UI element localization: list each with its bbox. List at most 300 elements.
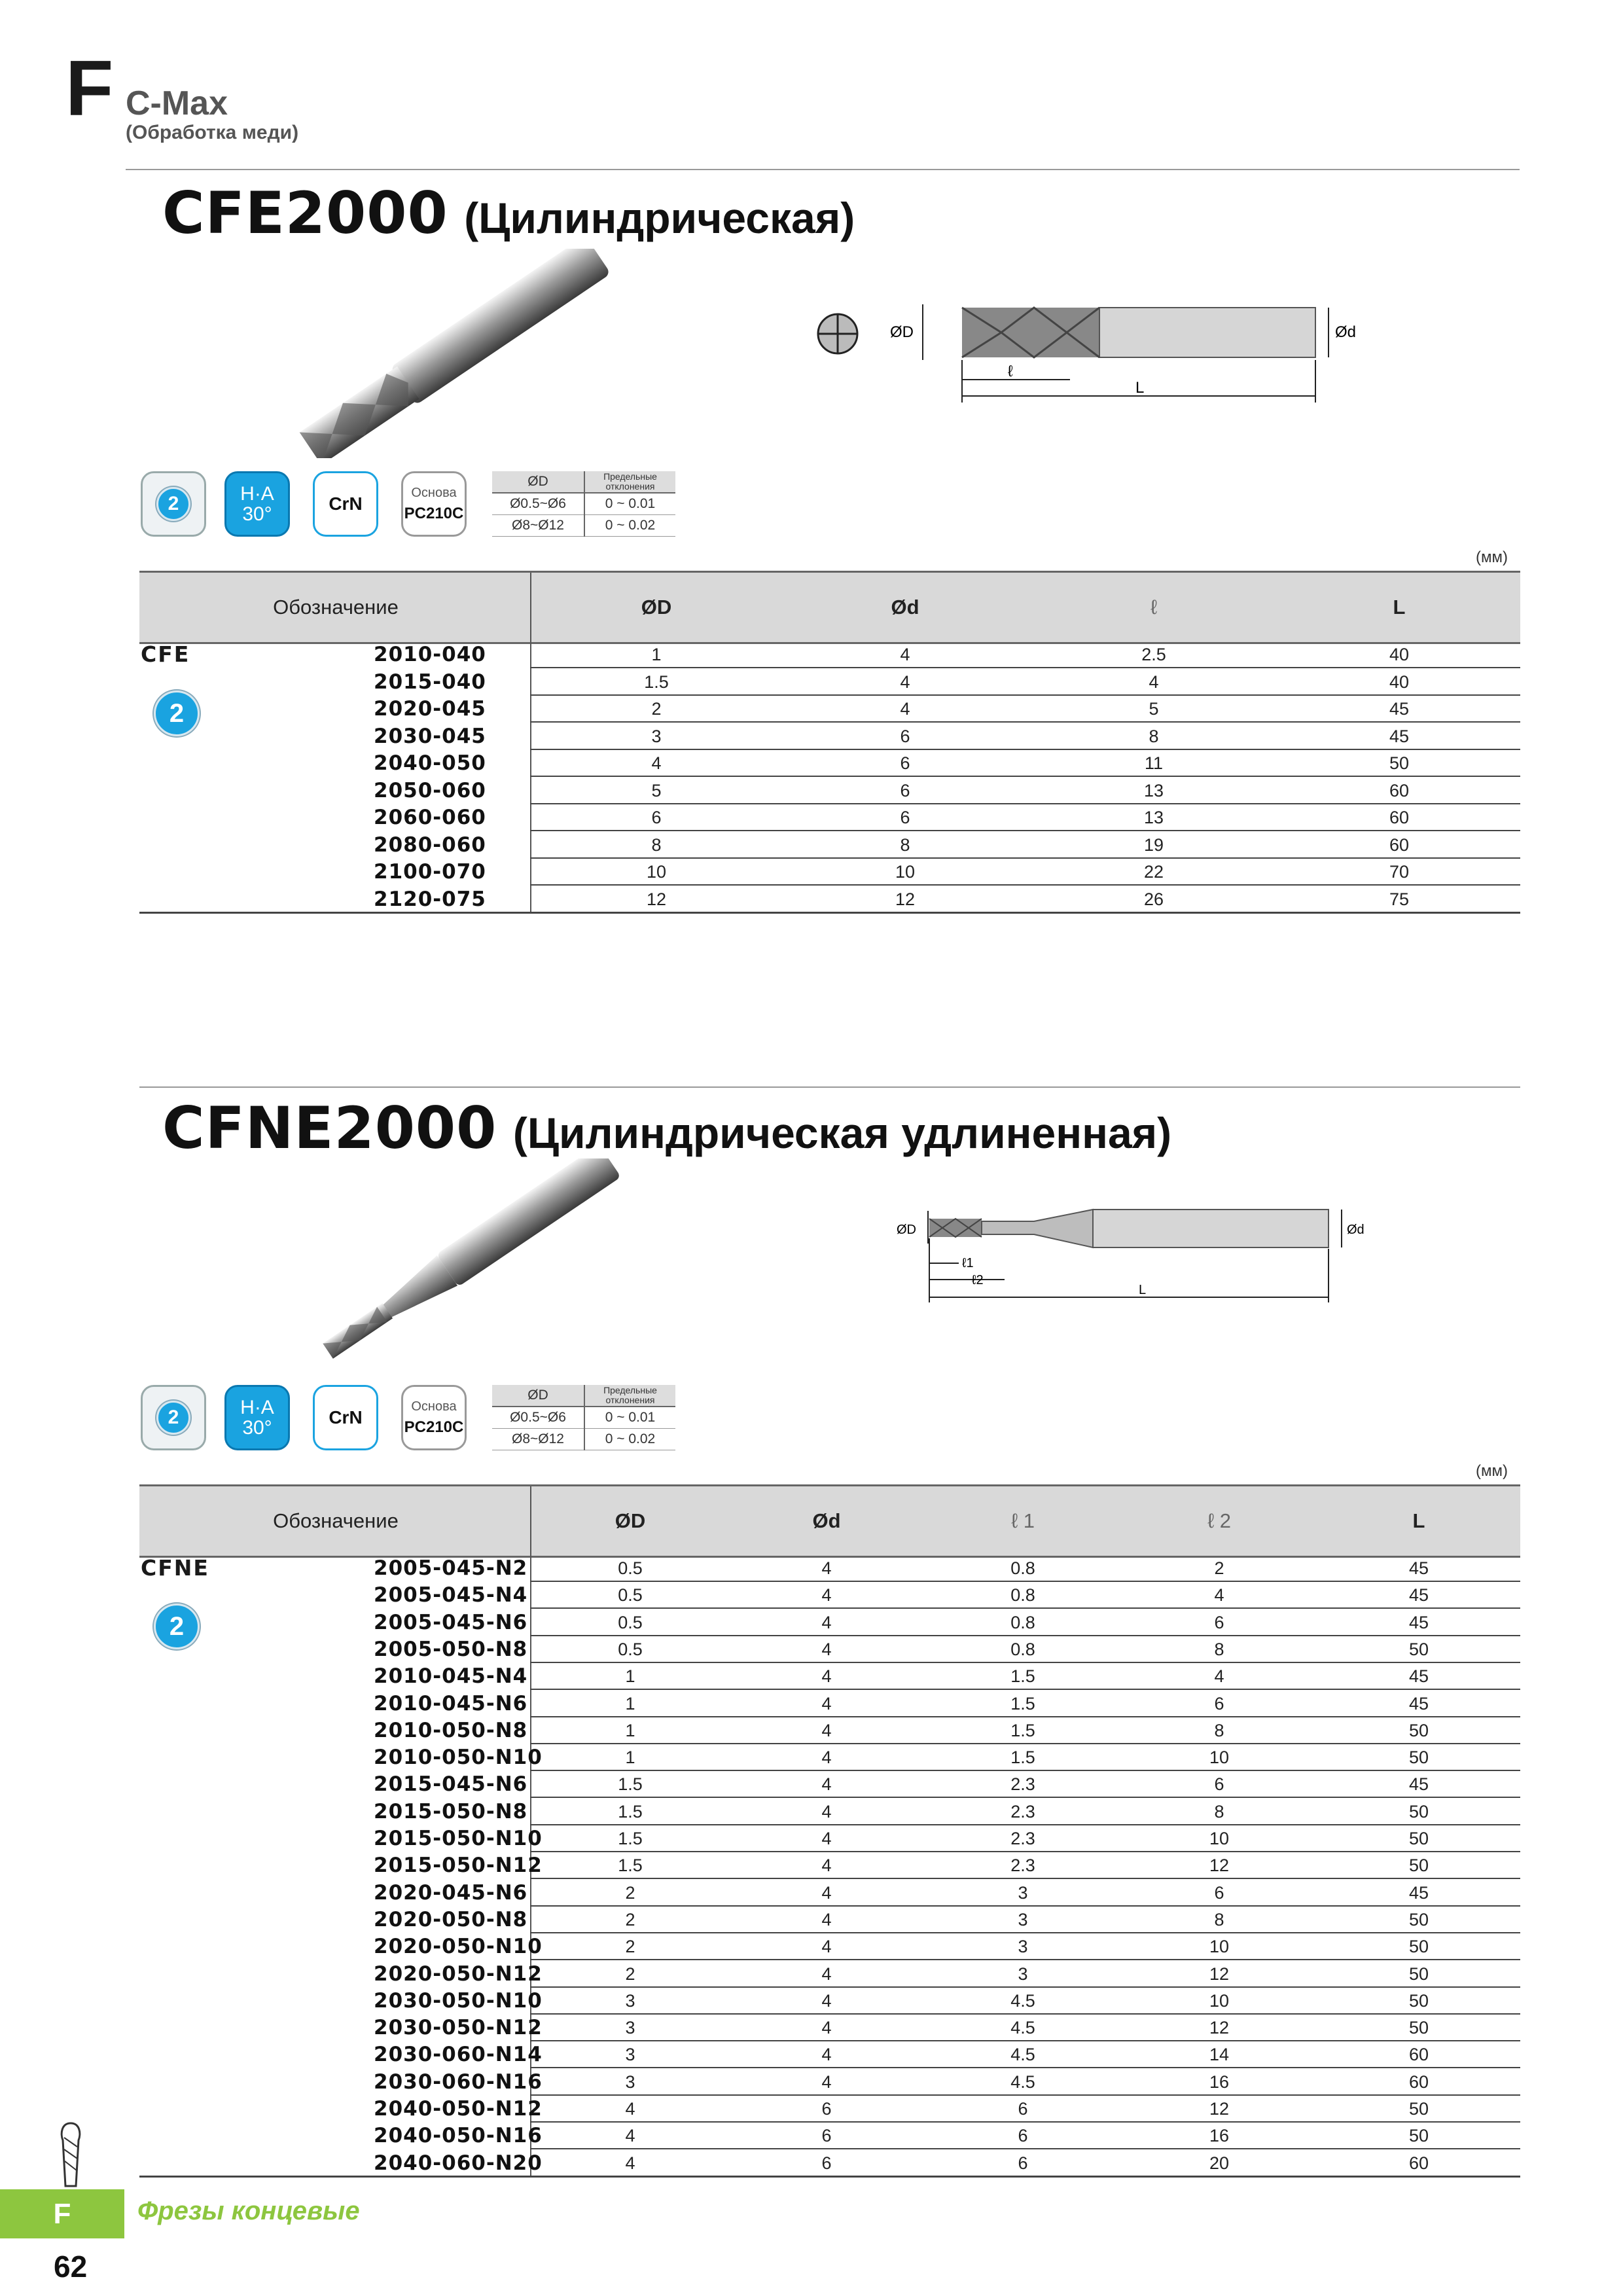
table-row bbox=[139, 886, 1520, 913]
value-cell: 60 bbox=[1389, 808, 1410, 827]
designation-cell: 2015-050-N10 bbox=[374, 1827, 543, 1850]
tool-photo bbox=[275, 1158, 641, 1368]
value-cell: 11 bbox=[1144, 753, 1164, 773]
value-cell: 4 bbox=[821, 1801, 832, 1821]
value-cell: 3 bbox=[625, 1990, 635, 2011]
table-row bbox=[139, 1907, 1520, 1933]
value-cell: 4.5 bbox=[1010, 2018, 1035, 2038]
value-cell: 40 bbox=[1389, 672, 1410, 692]
value-cell: 8 bbox=[1214, 1909, 1224, 1929]
spec-table-header bbox=[139, 571, 1520, 644]
col-l2: ℓ 2 bbox=[1207, 1509, 1231, 1532]
value-cell: 1.5 bbox=[1010, 1748, 1035, 1768]
brand-name: C-Max bbox=[126, 84, 228, 122]
value-cell: 3 bbox=[1018, 1882, 1028, 1903]
value-cell: 50 bbox=[1408, 2126, 1429, 2146]
value-cell: 45 bbox=[1408, 1585, 1429, 1605]
page-number: 62 bbox=[54, 2250, 88, 2284]
tolerance-table bbox=[492, 1385, 675, 1450]
value-cell: 6 bbox=[1214, 1882, 1224, 1903]
tool-photo bbox=[255, 249, 648, 458]
value-cell: 6 bbox=[900, 726, 910, 746]
section-rule bbox=[139, 1086, 1520, 1088]
value-cell: 50 bbox=[1408, 1720, 1429, 1740]
value-cell: 6 bbox=[900, 780, 910, 800]
value-cell: 10 bbox=[1209, 1829, 1230, 1848]
designation-cell: 2040-050-N16 bbox=[374, 2124, 543, 2148]
designation-cell: 2020-045 bbox=[374, 697, 486, 721]
value-cell: 60 bbox=[1389, 834, 1410, 855]
value-cell: 2 bbox=[1214, 1558, 1224, 1578]
value-cell: 4 bbox=[821, 1612, 832, 1632]
designation-cell: 2020-050-N10 bbox=[374, 1935, 543, 1959]
designation-cell: 2005-045-N6 bbox=[374, 1610, 528, 1634]
helix-label: H·A bbox=[240, 1396, 274, 1418]
col-d: Ød bbox=[891, 596, 919, 619]
value-cell: 20 bbox=[1209, 2153, 1230, 2173]
designation-cell: 2005-050-N8 bbox=[374, 1637, 528, 1661]
value-cell: 4 bbox=[821, 2072, 832, 2092]
value-cell: 4 bbox=[821, 2045, 832, 2065]
value-cell: 4 bbox=[1214, 1666, 1224, 1687]
base-value: PC210C bbox=[404, 1418, 464, 1436]
tolerance-cell: Ø8~Ø12 bbox=[492, 515, 584, 537]
tolerance-cell: 0 ~ 0.01 bbox=[584, 493, 675, 515]
helix-label: H·A bbox=[240, 482, 274, 505]
table-row bbox=[139, 1852, 1520, 1879]
helix-value: 30° bbox=[242, 503, 272, 525]
table-row bbox=[139, 1691, 1520, 1717]
value-cell: 16 bbox=[1209, 2126, 1230, 2146]
value-cell: 45 bbox=[1408, 1774, 1429, 1795]
flute-count-icon: 2 bbox=[154, 1604, 200, 1649]
drawing-l2-label: ℓ2 bbox=[972, 1273, 984, 1287]
value-cell: 6 bbox=[1214, 1774, 1224, 1795]
value-cell: 50 bbox=[1408, 1909, 1429, 1929]
flute-count-icon: 2 bbox=[156, 487, 190, 521]
table-row bbox=[139, 696, 1520, 723]
value-cell: 50 bbox=[1408, 2099, 1429, 2119]
designation-cell: 2060-060 bbox=[374, 806, 486, 829]
tolerance-header-dev: Предельные отклонения bbox=[584, 1385, 675, 1407]
value-cell: 3 bbox=[625, 2045, 635, 2065]
designation-cell: 2020-050-N12 bbox=[374, 1962, 543, 1986]
value-cell: 16 bbox=[1209, 2072, 1230, 2092]
designation-cell: 2010-050-N8 bbox=[374, 1718, 528, 1742]
value-cell: 6 bbox=[1214, 1693, 1224, 1713]
value-cell: 60 bbox=[1408, 2153, 1429, 2173]
header-rule bbox=[126, 169, 1520, 170]
value-cell: 13 bbox=[1143, 808, 1164, 827]
product-code: CFE2000 bbox=[162, 179, 448, 247]
value-cell: 6 bbox=[1018, 2153, 1028, 2173]
table-row bbox=[139, 1771, 1520, 1798]
table-row bbox=[139, 1663, 1520, 1690]
col-d: Ød bbox=[812, 1509, 841, 1532]
value-cell: 60 bbox=[1408, 2072, 1429, 2092]
value-cell: 6 bbox=[1214, 1612, 1224, 1632]
value-cell: 1.5 bbox=[1010, 1693, 1035, 1713]
value-cell: 12 bbox=[1209, 2099, 1230, 2119]
value-cell: 10 bbox=[895, 862, 916, 882]
value-cell: 4 bbox=[821, 1882, 832, 1903]
value-cell: 3 bbox=[1018, 1909, 1028, 1929]
designation-cell: 2010-045-N4 bbox=[374, 1664, 528, 1689]
value-cell: 45 bbox=[1408, 1693, 1429, 1713]
value-cell: 5 bbox=[651, 780, 662, 800]
value-cell: 6 bbox=[821, 2099, 832, 2119]
value-cell: 26 bbox=[1143, 889, 1164, 909]
value-cell: 70 bbox=[1389, 862, 1410, 882]
product-title bbox=[162, 179, 855, 247]
designation-cell: 2030-060-N16 bbox=[374, 2070, 543, 2094]
value-cell: 4 bbox=[821, 1937, 832, 1957]
value-cell: 50 bbox=[1408, 1964, 1429, 1984]
table-row bbox=[139, 859, 1520, 886]
tolerance-header-dev: Предельные отклонения bbox=[584, 471, 675, 493]
section-name: Фрезы концевые bbox=[137, 2197, 360, 2225]
table-row bbox=[139, 1555, 1520, 1582]
tool-drawing bbox=[812, 262, 1387, 419]
drawing-L-label: L bbox=[1135, 379, 1145, 397]
value-cell: 10 bbox=[646, 862, 667, 882]
flutes-badge bbox=[141, 471, 206, 537]
value-cell: 6 bbox=[651, 808, 662, 827]
value-cell: 10 bbox=[1209, 1937, 1230, 1957]
value-cell: 3 bbox=[625, 2072, 635, 2092]
designation-cell: 2010-050-N10 bbox=[374, 1746, 543, 1770]
value-cell: 4 bbox=[821, 1693, 832, 1713]
designation-cell: 2010-045-N6 bbox=[374, 1691, 528, 1715]
value-cell: 2.3 bbox=[1010, 1801, 1035, 1821]
tolerance-header-d: ØD bbox=[492, 471, 584, 493]
value-cell: 0.5 bbox=[618, 1612, 643, 1632]
value-cell: 2 bbox=[625, 1964, 635, 1984]
designation-cell: 2015-045-N6 bbox=[374, 1772, 528, 1797]
drawing-d-label: Ød bbox=[1347, 1223, 1364, 1237]
group-label: CFNE bbox=[141, 1555, 209, 1581]
value-cell: 1.5 bbox=[1010, 1666, 1035, 1687]
value-cell: 4 bbox=[821, 1666, 832, 1687]
helix-value: 30° bbox=[242, 1417, 272, 1439]
drawing-l-label: ℓ bbox=[1008, 363, 1013, 380]
table-row bbox=[139, 1961, 1520, 1988]
value-cell: 0.8 bbox=[1010, 1558, 1035, 1578]
helix-angle-badge bbox=[224, 471, 290, 537]
product-desc: (Цилиндрическая удлиненная) bbox=[512, 1109, 1172, 1157]
value-cell: 50 bbox=[1408, 1937, 1429, 1957]
value-cell: 4 bbox=[821, 1829, 832, 1848]
value-cell: 4 bbox=[625, 2099, 635, 2119]
table-row bbox=[139, 750, 1520, 777]
value-cell: 6 bbox=[900, 808, 910, 827]
drawing-L-label: L bbox=[1139, 1283, 1147, 1297]
value-cell: 4 bbox=[821, 1856, 832, 1876]
value-cell: 4 bbox=[651, 753, 662, 773]
value-cell: 0.8 bbox=[1010, 1585, 1035, 1605]
table-row bbox=[139, 1744, 1520, 1771]
value-cell: 8 bbox=[900, 834, 910, 855]
designation-cell: 2080-060 bbox=[374, 833, 486, 857]
header-divider bbox=[530, 1486, 531, 1556]
value-cell: 1.5 bbox=[618, 1856, 643, 1876]
table-row bbox=[139, 832, 1520, 859]
base-value: PC210C bbox=[404, 504, 464, 522]
section-tab: F bbox=[0, 2189, 124, 2238]
value-cell: 0.8 bbox=[1010, 1612, 1035, 1632]
value-cell: 2.3 bbox=[1010, 1856, 1035, 1876]
value-cell: 1 bbox=[625, 1693, 635, 1713]
tolerance-cell: 0 ~ 0.01 bbox=[584, 1407, 675, 1429]
section-letter: F bbox=[65, 45, 114, 132]
value-cell: 50 bbox=[1408, 1856, 1429, 1876]
drawing-l1-label: ℓ1 bbox=[962, 1256, 974, 1270]
value-cell: 1 bbox=[625, 1720, 635, 1740]
value-cell: 45 bbox=[1408, 1882, 1429, 1903]
designation-cell: 2030-060-N14 bbox=[374, 2043, 543, 2067]
col-L: L bbox=[1393, 596, 1406, 619]
value-cell: 8 bbox=[1214, 1801, 1224, 1821]
value-cell: 3 bbox=[625, 2018, 635, 2038]
designation-cell: 2005-045-N4 bbox=[374, 1583, 528, 1607]
value-cell: 3 bbox=[1018, 1964, 1028, 1984]
value-cell: 4 bbox=[821, 1720, 832, 1740]
value-cell: 6 bbox=[821, 2153, 832, 2173]
value-cell: 0.8 bbox=[1010, 1639, 1035, 1659]
col-L: L bbox=[1412, 1509, 1425, 1532]
value-cell: 1 bbox=[625, 1666, 635, 1687]
designation-cell: 2005-045-N2 bbox=[374, 1556, 528, 1580]
tolerance-cell: Ø0.5~Ø6 bbox=[492, 493, 584, 515]
designation-cell: 2040-050-N12 bbox=[374, 2097, 543, 2121]
value-cell: 4 bbox=[625, 2153, 635, 2173]
value-cell: 60 bbox=[1389, 780, 1410, 800]
tool-drawing bbox=[897, 1198, 1394, 1316]
value-cell: 1.5 bbox=[618, 1829, 643, 1848]
designation-cell: 2020-050-N8 bbox=[374, 1907, 528, 1931]
value-cell: 4 bbox=[821, 1909, 832, 1929]
value-cell: 4.5 bbox=[1010, 2045, 1035, 2065]
value-cell: 45 bbox=[1408, 1558, 1429, 1578]
table-row bbox=[139, 2150, 1520, 2177]
table-row bbox=[139, 2096, 1520, 2123]
table-row bbox=[139, 641, 1520, 668]
value-cell: 50 bbox=[1408, 1639, 1429, 1659]
value-cell: 6 bbox=[821, 2126, 832, 2146]
tolerance-table bbox=[492, 471, 675, 537]
designation-cell: 2030-045 bbox=[374, 724, 486, 748]
table-row bbox=[139, 1609, 1520, 1636]
value-cell: 4 bbox=[1149, 672, 1159, 692]
value-cell: 2.3 bbox=[1010, 1829, 1035, 1848]
value-cell: 5 bbox=[1149, 699, 1159, 719]
table-row bbox=[139, 1933, 1520, 1960]
value-cell: 3 bbox=[1018, 1937, 1028, 1957]
value-cell: 8 bbox=[1214, 1639, 1224, 1659]
value-cell: 75 bbox=[1389, 889, 1410, 909]
table-row bbox=[139, 1636, 1520, 1663]
table-row bbox=[139, 723, 1520, 750]
drawing-D-label: ØD bbox=[890, 323, 914, 341]
flute-count-icon: 2 bbox=[156, 1401, 190, 1435]
value-cell: 50 bbox=[1408, 1748, 1429, 1768]
value-cell: 4 bbox=[821, 1639, 832, 1659]
value-cell: 8 bbox=[1214, 1720, 1224, 1740]
value-cell: 13 bbox=[1143, 780, 1164, 800]
value-cell: 4 bbox=[821, 1964, 832, 1984]
value-cell: 4 bbox=[900, 672, 910, 692]
value-cell: 1 bbox=[651, 645, 662, 664]
base-material-badge bbox=[401, 1385, 467, 1450]
value-cell: 2 bbox=[625, 1909, 635, 1929]
base-material-badge bbox=[401, 471, 467, 537]
table-row bbox=[139, 1880, 1520, 1907]
flutes-badge bbox=[141, 1385, 206, 1450]
value-cell: 50 bbox=[1389, 753, 1410, 773]
header-divider bbox=[530, 573, 531, 642]
value-cell: 1.5 bbox=[644, 672, 669, 692]
col-designation: Обозначение bbox=[273, 596, 399, 619]
designation-cell: 2015-050-N8 bbox=[374, 1799, 528, 1823]
product-title bbox=[162, 1094, 1172, 1162]
table-bottom-rule bbox=[139, 2176, 1520, 2178]
value-cell: 50 bbox=[1408, 1990, 1429, 2011]
col-designation: Обозначение bbox=[273, 1509, 399, 1532]
value-cell: 2.5 bbox=[1141, 645, 1166, 664]
product-desc: (Цилиндрическая) bbox=[464, 194, 855, 242]
designation-cell: 2120-075 bbox=[374, 887, 486, 911]
value-cell: 2 bbox=[651, 699, 662, 719]
table-row bbox=[139, 778, 1520, 804]
value-cell: 2 bbox=[625, 1937, 635, 1957]
table-row bbox=[139, 669, 1520, 696]
value-cell: 60 bbox=[1408, 2045, 1429, 2065]
value-cell: 4 bbox=[1214, 1585, 1224, 1605]
table-bottom-rule bbox=[139, 912, 1520, 914]
value-cell: 4 bbox=[821, 1774, 832, 1795]
designation-cell: 2010-040 bbox=[374, 643, 486, 666]
value-cell: 3 bbox=[651, 726, 662, 746]
unit-label: (мм) bbox=[1476, 1462, 1508, 1480]
value-cell: 8 bbox=[1149, 726, 1159, 746]
base-label: Основа bbox=[411, 1399, 457, 1414]
drawing-D-label: ØD bbox=[897, 1223, 916, 1237]
value-cell: 1 bbox=[625, 1748, 635, 1768]
table-row bbox=[139, 1988, 1520, 2015]
tolerance-cell: Ø0.5~Ø6 bbox=[492, 1407, 584, 1429]
value-cell: 4 bbox=[821, 1748, 832, 1768]
col-D: ØD bbox=[615, 1509, 646, 1532]
value-cell: 1.5 bbox=[618, 1774, 643, 1795]
flute-count-icon: 2 bbox=[154, 691, 200, 736]
tolerance-cell: 0 ~ 0.02 bbox=[584, 515, 675, 537]
value-cell: 45 bbox=[1389, 726, 1410, 746]
value-cell: 12 bbox=[895, 889, 916, 909]
value-cell: 19 bbox=[1143, 834, 1164, 855]
designation-cell: 2030-050-N10 bbox=[374, 1988, 543, 2013]
value-cell: 12 bbox=[1209, 2018, 1230, 2038]
table-row bbox=[139, 2015, 1520, 2041]
value-cell: 45 bbox=[1389, 699, 1410, 719]
col-l: ℓ bbox=[1150, 596, 1158, 619]
coating-badge: CrN bbox=[313, 471, 378, 537]
value-cell: 50 bbox=[1408, 2018, 1429, 2038]
value-cell: 50 bbox=[1408, 1829, 1429, 1848]
ball-mill-icon bbox=[56, 2121, 85, 2189]
value-cell: 4.5 bbox=[1010, 2072, 1035, 2092]
drawing-d-label: Ød bbox=[1335, 323, 1357, 341]
value-cell: 8 bbox=[651, 834, 662, 855]
table-row bbox=[139, 1799, 1520, 1825]
tolerance-cell: 0 ~ 0.02 bbox=[584, 1429, 675, 1450]
designation-cell: 2050-060 bbox=[374, 778, 486, 802]
unit-label: (мм) bbox=[1476, 548, 1508, 566]
value-cell: 10 bbox=[1209, 1748, 1230, 1768]
base-label: Основа bbox=[411, 485, 457, 500]
value-cell: 2 bbox=[625, 1882, 635, 1903]
col-D: ØD bbox=[641, 596, 672, 619]
tolerance-header-d: ØD bbox=[492, 1385, 584, 1407]
value-cell: 4 bbox=[625, 2126, 635, 2146]
table-row bbox=[139, 2041, 1520, 2068]
designation-cell: 2100-070 bbox=[374, 860, 486, 884]
value-cell: 10 bbox=[1209, 1990, 1230, 2011]
value-cell: 4 bbox=[900, 699, 910, 719]
value-cell: 0.5 bbox=[618, 1585, 643, 1605]
value-cell: 22 bbox=[1143, 862, 1164, 882]
value-cell: 2.3 bbox=[1010, 1774, 1035, 1795]
value-cell: 0.5 bbox=[618, 1639, 643, 1659]
table-row bbox=[139, 2123, 1520, 2149]
table-row bbox=[139, 1717, 1520, 1744]
table-row bbox=[139, 1825, 1520, 1852]
designation-cell: 2015-050-N12 bbox=[374, 1854, 543, 1878]
table-row bbox=[139, 2069, 1520, 2096]
value-cell: 45 bbox=[1408, 1612, 1429, 1632]
value-cell: 50 bbox=[1408, 1801, 1429, 1821]
value-cell: 45 bbox=[1408, 1666, 1429, 1687]
table-row bbox=[139, 804, 1520, 831]
value-cell: 12 bbox=[1209, 1964, 1230, 1984]
value-cell: 4 bbox=[821, 1558, 832, 1578]
designation-cell: 2020-045-N6 bbox=[374, 1880, 528, 1905]
value-cell: 4 bbox=[821, 2018, 832, 2038]
value-cell: 6 bbox=[1018, 2126, 1028, 2146]
designation-cell: 2040-050 bbox=[374, 751, 486, 775]
designation-cell: 2040-060-N20 bbox=[374, 2151, 543, 2175]
value-cell: 0.5 bbox=[618, 1558, 643, 1578]
value-cell: 6 bbox=[1018, 2099, 1028, 2119]
value-cell: 6 bbox=[900, 753, 910, 773]
designation-cell: 2015-040 bbox=[374, 670, 486, 694]
brand-subtitle: (Обработка меди) bbox=[126, 122, 299, 143]
value-cell: 1.5 bbox=[618, 1801, 643, 1821]
value-cell: 40 bbox=[1389, 645, 1410, 664]
col-l1: ℓ 1 bbox=[1011, 1509, 1035, 1532]
product-code: CFNE2000 bbox=[162, 1094, 497, 1162]
designation-cell: 2030-050-N12 bbox=[374, 2016, 543, 2040]
value-cell: 1.5 bbox=[1010, 1720, 1035, 1740]
value-cell: 14 bbox=[1209, 2045, 1230, 2065]
value-cell: 4 bbox=[821, 1585, 832, 1605]
value-cell: 4 bbox=[900, 645, 910, 664]
tolerance-cell: Ø8~Ø12 bbox=[492, 1429, 584, 1450]
value-cell: 12 bbox=[1209, 1856, 1230, 1876]
value-cell: 12 bbox=[646, 889, 667, 909]
table-row bbox=[139, 1582, 1520, 1609]
helix-angle-badge bbox=[224, 1385, 290, 1450]
value-cell: 4.5 bbox=[1010, 1990, 1035, 2011]
